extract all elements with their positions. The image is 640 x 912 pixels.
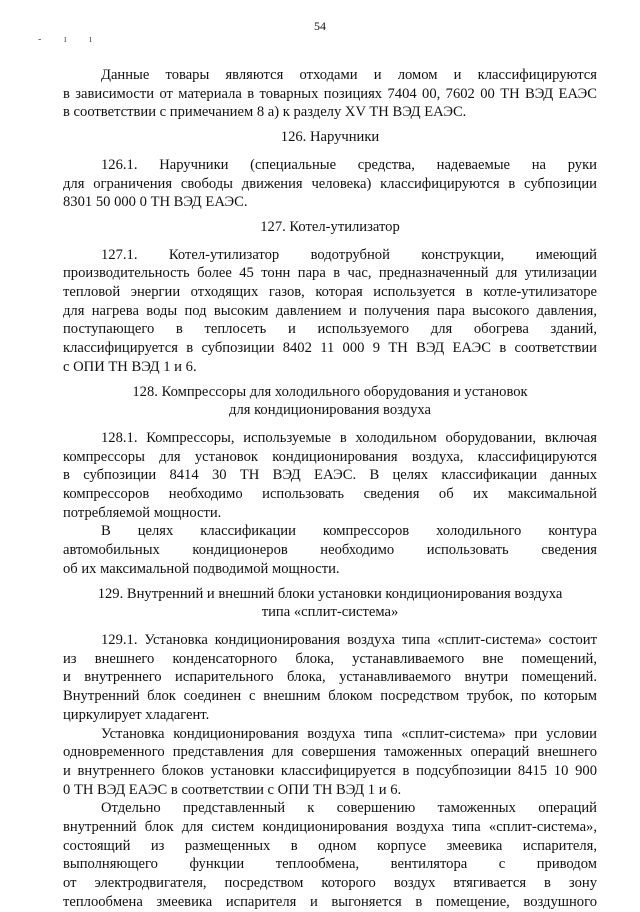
- text-line: 128.1. Компрессоры, используемые в холодильном оборудовании, включая: [101, 429, 597, 446]
- document-body: [63, 66, 597, 912]
- text-line: компрессоров необходимо использовать сведения об их максимальной: [63, 486, 597, 503]
- text-line: 127.1. Котел-утилизатор водотрубной конструкции, имеющий: [101, 246, 597, 263]
- paragraph: [63, 522, 597, 578]
- section-heading: [63, 212, 597, 246]
- heading-line: для кондиционирования воздуха: [229, 402, 431, 419]
- section-heading: [63, 579, 597, 631]
- paragraph: [63, 429, 597, 523]
- heading-line: типа «сплит-система»: [261, 604, 399, 621]
- heading-line: 127. Котел-утилизатор: [260, 218, 400, 235]
- paragraph: [63, 246, 597, 377]
- page-number: 54: [314, 19, 326, 33]
- text-line: в зависимости от материала в товарных позициях 7404 00, 7602 00 ТН ВЭД ЕАЭС: [63, 85, 597, 102]
- paragraph: [63, 799, 597, 911]
- text-line: с ОПИ ТН ВЭД 1 и 6.: [63, 358, 197, 375]
- paragraph: [63, 66, 597, 122]
- text-line: 0 ТН ВЭД ЕАЭС в соответствии с ОПИ ТН ВЭД 1 и 6.: [63, 781, 402, 798]
- text-line: классифицируется в субпозиции 8402 11 000 9 ТН ВЭД ЕАЭС в соответствии: [63, 340, 597, 357]
- text-line: выполняющего функции теплообмена, вентилятора с приводом: [63, 856, 597, 873]
- text-line: тепловой энергии отходящих газов, которая используется в котле-утилизаторе: [63, 284, 597, 301]
- corner-marks: - ı ı: [38, 34, 102, 45]
- text-line: 129.1. Установка кондиционирования воздуха типа «сплит-система» состоит: [101, 631, 597, 648]
- text-line: из внешнего конденсаторного блока, устанавливаемого вне помещений,: [63, 650, 597, 667]
- text-line: теплообмена змеевика испарителя и выгоняется в помещение, воздушного: [63, 893, 597, 910]
- section-heading: [63, 377, 597, 429]
- text-line: в соответствии с примечанием 8 а) к разделу XV ТН ВЭД ЕАЭС.: [63, 104, 467, 121]
- text-line: для нагрева воды под высоким давлением и получения пара высокого давления,: [63, 302, 597, 319]
- paragraph: [63, 156, 597, 212]
- heading-line: 126. Наручники: [280, 129, 380, 146]
- text-line: об их максимальной подводимой мощности.: [63, 560, 340, 577]
- text-line: производительность более 45 тонн пара в час, предназначенный для утилизации: [63, 265, 597, 282]
- heading-line: 128. Компрессоры для холодильного оборудования и установок: [132, 383, 528, 400]
- paragraph: [63, 631, 597, 725]
- text-line: от электродвигателя, посредством которого воздух втягивается в зону: [63, 875, 597, 892]
- text-line: 126.1. Наручники (специальные средства, надеваемые на руки: [101, 156, 597, 173]
- text-line: внутренний блок для систем кондиционирования воздуха типа «сплит-система»,: [63, 819, 597, 836]
- section-heading: [63, 122, 597, 156]
- heading-line: 129. Внутренний и внешний блоки установки кондиционирования воздуха: [97, 585, 563, 602]
- text-line: циркулирует хладагент.: [63, 706, 210, 723]
- text-line: поступающего в теплосеть и используемого для обогрева зданий,: [63, 321, 597, 338]
- text-line: Отдельно представленный к совершению таможенных операций: [101, 800, 597, 817]
- text-line: в субпозиции 8414 30 ТН ВЭД ЕАЭС. В целях классификации данных: [63, 467, 597, 484]
- paragraph: [63, 725, 597, 800]
- text-line: Установка кондиционирования воздуха типа «сплит-система» при условии: [101, 725, 597, 742]
- text-line: потребляемой мощности.: [63, 504, 222, 521]
- text-line: автомобильных кондиционеров необходимо использовать сведения: [63, 542, 597, 559]
- text-line: состоящий из размещенных в одном корпусе змеевика испарителя,: [63, 837, 597, 854]
- text-line: и внутреннего блоков установки классифицируется в подсубпозиции 8415 10 900: [63, 762, 597, 779]
- text-line: для ограничения свободы движения человека) классифицируются в субпозиции: [63, 175, 597, 192]
- text-line: В целях классификации компрессоров холодильного контура: [101, 523, 597, 540]
- text-line: компрессоры для установок кондиционирования воздуха, классифицируются: [63, 448, 597, 465]
- text-line: 8301 50 000 0 ТН ВЭД ЕАЭС.: [63, 194, 248, 211]
- text-line: Данные товары являются отходами и ломом и классифицируются: [101, 67, 597, 83]
- text-line: Внутренний блок соединен с внешним блоком посредством трубок, по которым: [63, 688, 597, 705]
- text-line: одновременного представления для совершения таможенных операций внешнего: [63, 744, 597, 761]
- text-line: и внутреннего испарительного блока, устанавливаемого внутри помещений.: [63, 669, 597, 686]
